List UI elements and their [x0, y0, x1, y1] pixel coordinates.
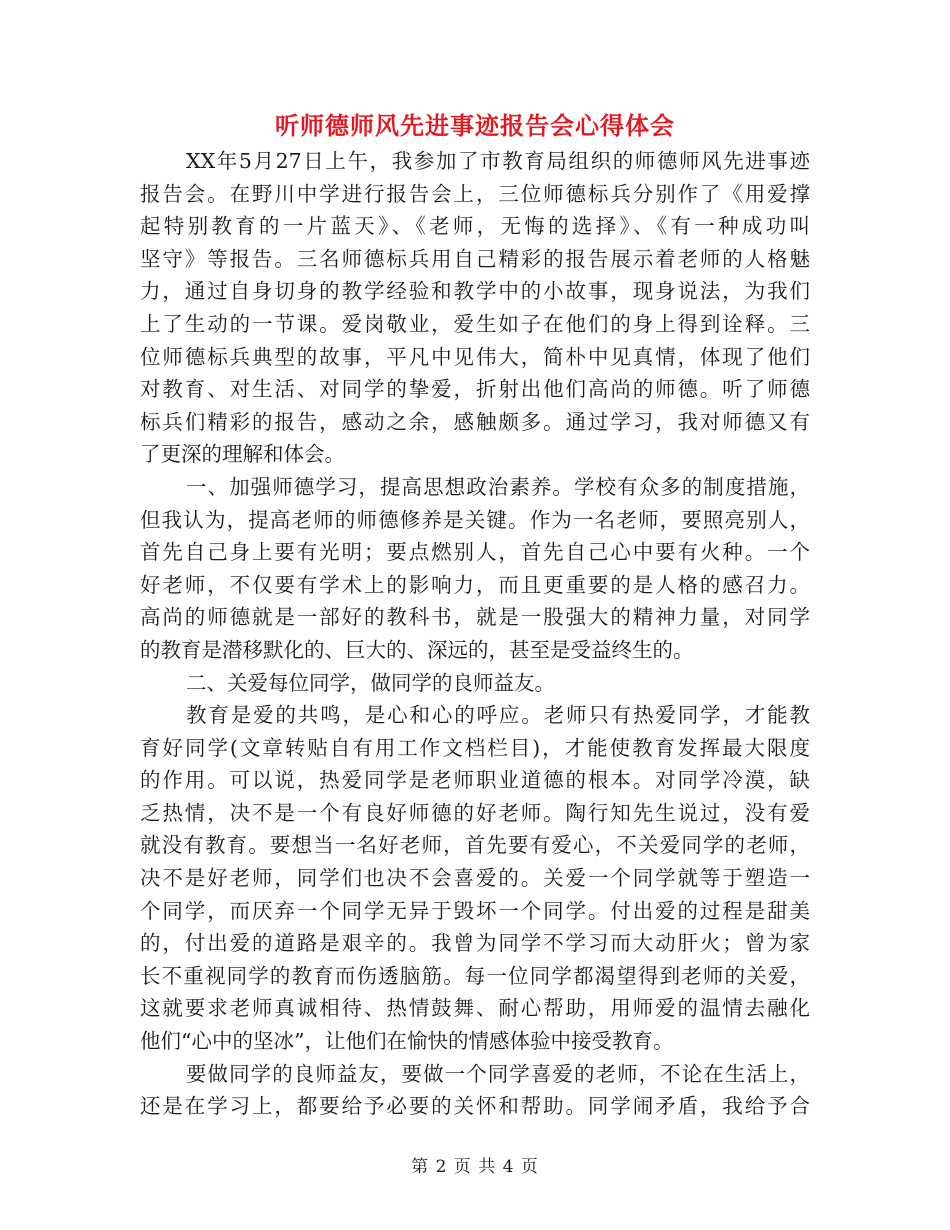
text-line: 上了生动的一节课。爱岗敬业，爱生如子在他们的身上得到诠释。三 — [140, 311, 810, 336]
text-line: 这就要求老师真诚相待、热情鼓舞、耐心帮助，用师爱的温情去融化 — [140, 996, 810, 1021]
document-body — [140, 145, 810, 1123]
text-line: 力，通过自身切身的教学经验和教学中的小故事，现身说法，为我们 — [140, 279, 810, 304]
text-line: 的教育是潜移默化的、巨大的、深远的，甚至是受益终生的。 — [140, 637, 694, 662]
text-line: XX年5月27日上午，我参加了市教育局组织的师德师风先进事迹 — [186, 149, 810, 173]
document-title: 听师德师风先进事迹报告会心得体会 — [275, 111, 675, 140]
text-line: 要做同学的良师益友，要做一个同学喜爱的老师，不论在生活上， — [186, 1061, 810, 1086]
text-line: 了更深的理解和体会。 — [140, 442, 345, 467]
text-line: 个同学，而厌弃一个同学无异于毁坏一个同学。付出爱的过程是甜美 — [140, 898, 810, 923]
text-line: 报告会。在野川中学进行报告会上，三位师德标兵分别作了《用爱撑 — [140, 181, 810, 206]
text-line: 对教育、对生活、对同学的挚爱，折射出他们高尚的师德。听了师德 — [140, 377, 810, 402]
text-line: 长不重视同学的教育而伤透脑筋。每一位同学都渴望得到老师的关爱， — [140, 963, 810, 988]
text-line: 但我认为，提高老师的师德修养是关键。作为一名老师，要照亮别人， — [140, 507, 810, 532]
text-line: 一、加强师德学习，提高思想政治素养。学校有众多的制度措施， — [186, 474, 810, 499]
text-line: 还是在学习上，都要给予必要的关怀和帮助。同学闹矛盾，我给予合 — [140, 1094, 810, 1119]
text-line: 位师德标兵典型的故事，平凡中见伟大，简朴中见真情，体现了他们 — [140, 344, 810, 369]
text-line: 乏热情，决不是一个有良好师德的好老师。陶行知先生说过，没有爱 — [140, 800, 810, 825]
text-line: 他们“心中的坚冰”，让他们在愉快的情感体验中接受教育。 — [140, 1029, 674, 1054]
text-line: 标兵们精彩的报告，感动之余，感触颇多。通过学习，我对师德又有 — [140, 409, 810, 434]
text-line: 二、关爱每位同学，做同学的良师益友。 — [186, 670, 555, 695]
text-line: 坚守》等报告。三名师德标兵用自己精彩的报告展示着老师的人格魅 — [140, 246, 810, 271]
text-line: 就没有教育。要想当一名好老师，首先要有爱心，不关爱同学的老师， — [140, 833, 810, 858]
text-line: 育好同学(文章转贴自有用工作文档栏目)，才能使教育发挥最大限度 — [140, 735, 810, 760]
text-line: 的作用。可以说，热爱同学是老师职业道德的根本。对同学冷漠，缺 — [140, 768, 810, 793]
text-line: 的，付出爱的道路是艰辛的。我曾为同学不学习而大动肝火；曾为家 — [140, 931, 810, 956]
text-line: 好老师，不仅要有学术上的影响力，而且更重要的是人格的感召力。 — [140, 572, 810, 597]
text-line: 起特别教育的一片蓝天》、《老师，无悔的选择》、《有一种成功叫 — [140, 214, 810, 239]
page-footer: 第 2 页 共 4 页 — [411, 1157, 539, 1177]
text-line: 教育是爱的共鸣，是心和心的呼应。老师只有热爱同学，才能教 — [186, 703, 810, 728]
text-line: 高尚的师德就是一部好的教科书，就是一股强大的精神力量，对同学 — [140, 605, 810, 630]
text-line: 首先自己身上要有光明；要点燃别人，首先自己心中要有火种。一个 — [140, 540, 810, 565]
text-line: 决不是好老师，同学们也决不会喜爱的。关爱一个同学就等于塑造一 — [140, 866, 810, 891]
